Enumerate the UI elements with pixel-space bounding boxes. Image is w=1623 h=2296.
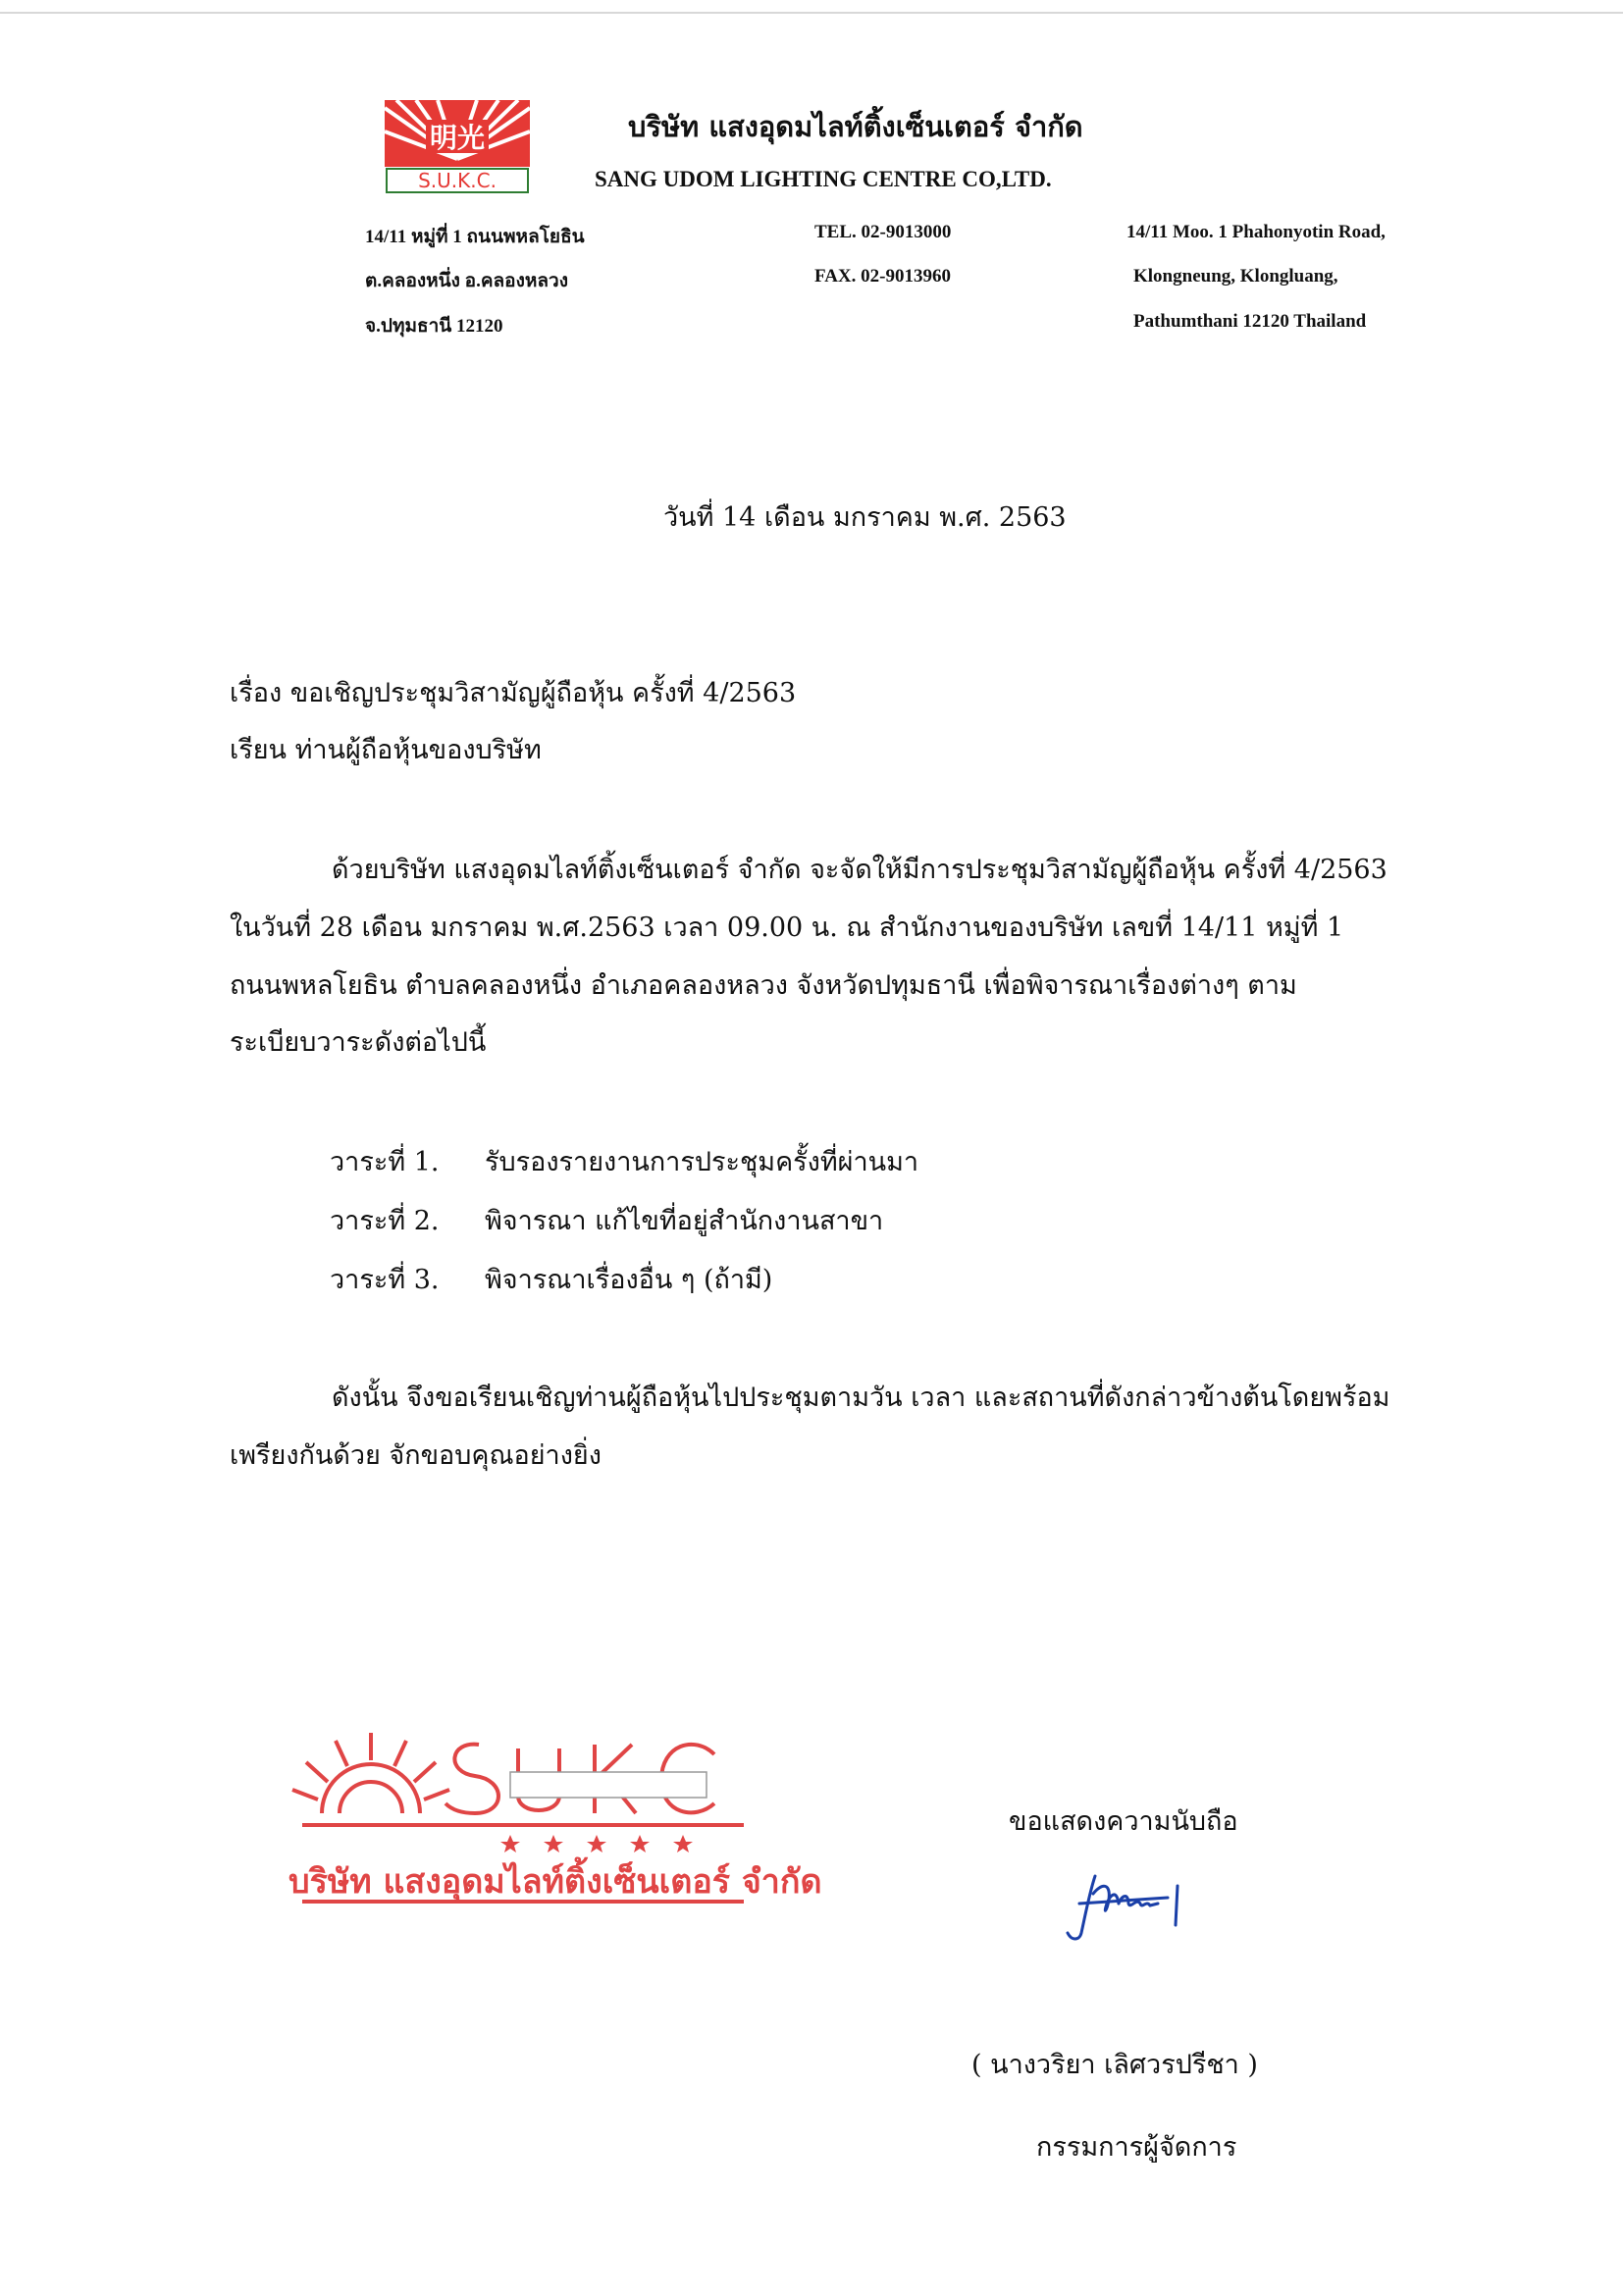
fax: FAX. 02-9013960 — [814, 266, 951, 287]
company-name-th: บริษัท แสงอุดมไลท์ติ้งเซ็นเตอร์ จำกัด — [628, 110, 1083, 143]
paragraph-line: ในวันที่ 28 เดือน มกราคม พ.ศ.2563 เวลา 09.00 น. ณ สำนักงานของบริษัท เลขที่ 14/11 หมู่ที่ 1 — [230, 913, 1344, 943]
address-en-line: Klongneung, Klongluang, — [1133, 266, 1338, 287]
signatory-title: กรรมการผู้จัดการ — [1036, 2132, 1237, 2163]
stamp-company-name: บริษัท แสงอุดมไลท์ติ้งเซ็นเตอร์ จำกัด — [288, 1862, 822, 1902]
agenda-number: วาระที่ 3. — [330, 1265, 440, 1295]
telephone: TEL. 02-9013000 — [814, 222, 952, 242]
page-top-edge — [0, 12, 1623, 14]
agenda-item: พิจารณาเรื่องอื่น ๆ (ถ้ามี) — [485, 1265, 773, 1295]
paragraph-line: ระเบียบวาระดังต่อไปนี้ — [230, 1027, 487, 1058]
paragraph-line: ดังนั้น จึงขอเรียนเชิญท่านผู้ถือหุ้นไปประชุมตามวัน เวลา และสถานที่ดังกล่าวข้างต้นโดยพร้อม — [332, 1383, 1390, 1413]
address-th-line: จ.ปทุมธานี 12120 — [365, 316, 503, 337]
closing-remark: ขอแสดงความนับถือ — [1009, 1806, 1238, 1837]
company-name-en: SANG UDOM LIGHTING CENTRE CO,LTD. — [595, 167, 1052, 191]
letter-date: วันที่ 14 เดือน มกราคม พ.ศ. 2563 — [663, 502, 1067, 533]
address-en-line: Pathumthani 12120 Thailand — [1133, 311, 1367, 332]
logo-abbrev-text: S.U.K.C. — [418, 169, 497, 192]
paragraph-line: ด้วยบริษัท แสงอุดมไลท์ติ้งเซ็นเตอร์ จำกัด จะจัดให้มีการประชุมวิสามัญผู้ถือหุ้น ครั้งที่ 4/2563 — [332, 855, 1387, 885]
address-en-line: 14/11 Moo. 1 Phahonyotin Road, — [1126, 222, 1386, 242]
company-stamp — [283, 1715, 822, 1907]
letter-salutation: เรียน ท่านผู้ถือหุ้นของบริษัท — [230, 735, 542, 765]
signature — [1060, 1864, 1197, 1953]
agenda-number: วาระที่ 1. — [330, 1147, 440, 1177]
signatory-name: ( นางวริยา เลิศวรปรีชา ) — [971, 2050, 1258, 2080]
paragraph-line: เพรียงกันด้วย จักขอบคุณอย่างยิ่ง — [230, 1440, 602, 1471]
agenda-number: วาระที่ 2. — [330, 1206, 440, 1236]
company-logo — [383, 98, 532, 194]
paragraph-line: ถนนพหลโยธิน ตำบลคลองหนึ่ง อำเภอคลองหลวง จังหวัดปทุมธานี เพื่อพิจารณาเรื่องต่างๆ ตาม — [230, 970, 1297, 1001]
agenda-item: รับรองรายงานการประชุมครั้งที่ผ่านมา — [485, 1147, 919, 1177]
agenda-item: พิจารณา แก้ไขที่อยู่สำนักงานสาขา — [485, 1206, 884, 1236]
logo-chinese-text: 明光 — [429, 122, 486, 154]
address-th-line: 14/11 หมู่ที่ 1 ถนนพหลโยธิน — [365, 227, 585, 247]
letter-subject: เรื่อง ขอเชิญประชุมวิสามัญผู้ถือหุ้น ครั้งที่ 4/2563 — [230, 678, 797, 708]
address-th-line: ต.คลองหนึ่ง อ.คลองหลวง — [365, 271, 568, 291]
